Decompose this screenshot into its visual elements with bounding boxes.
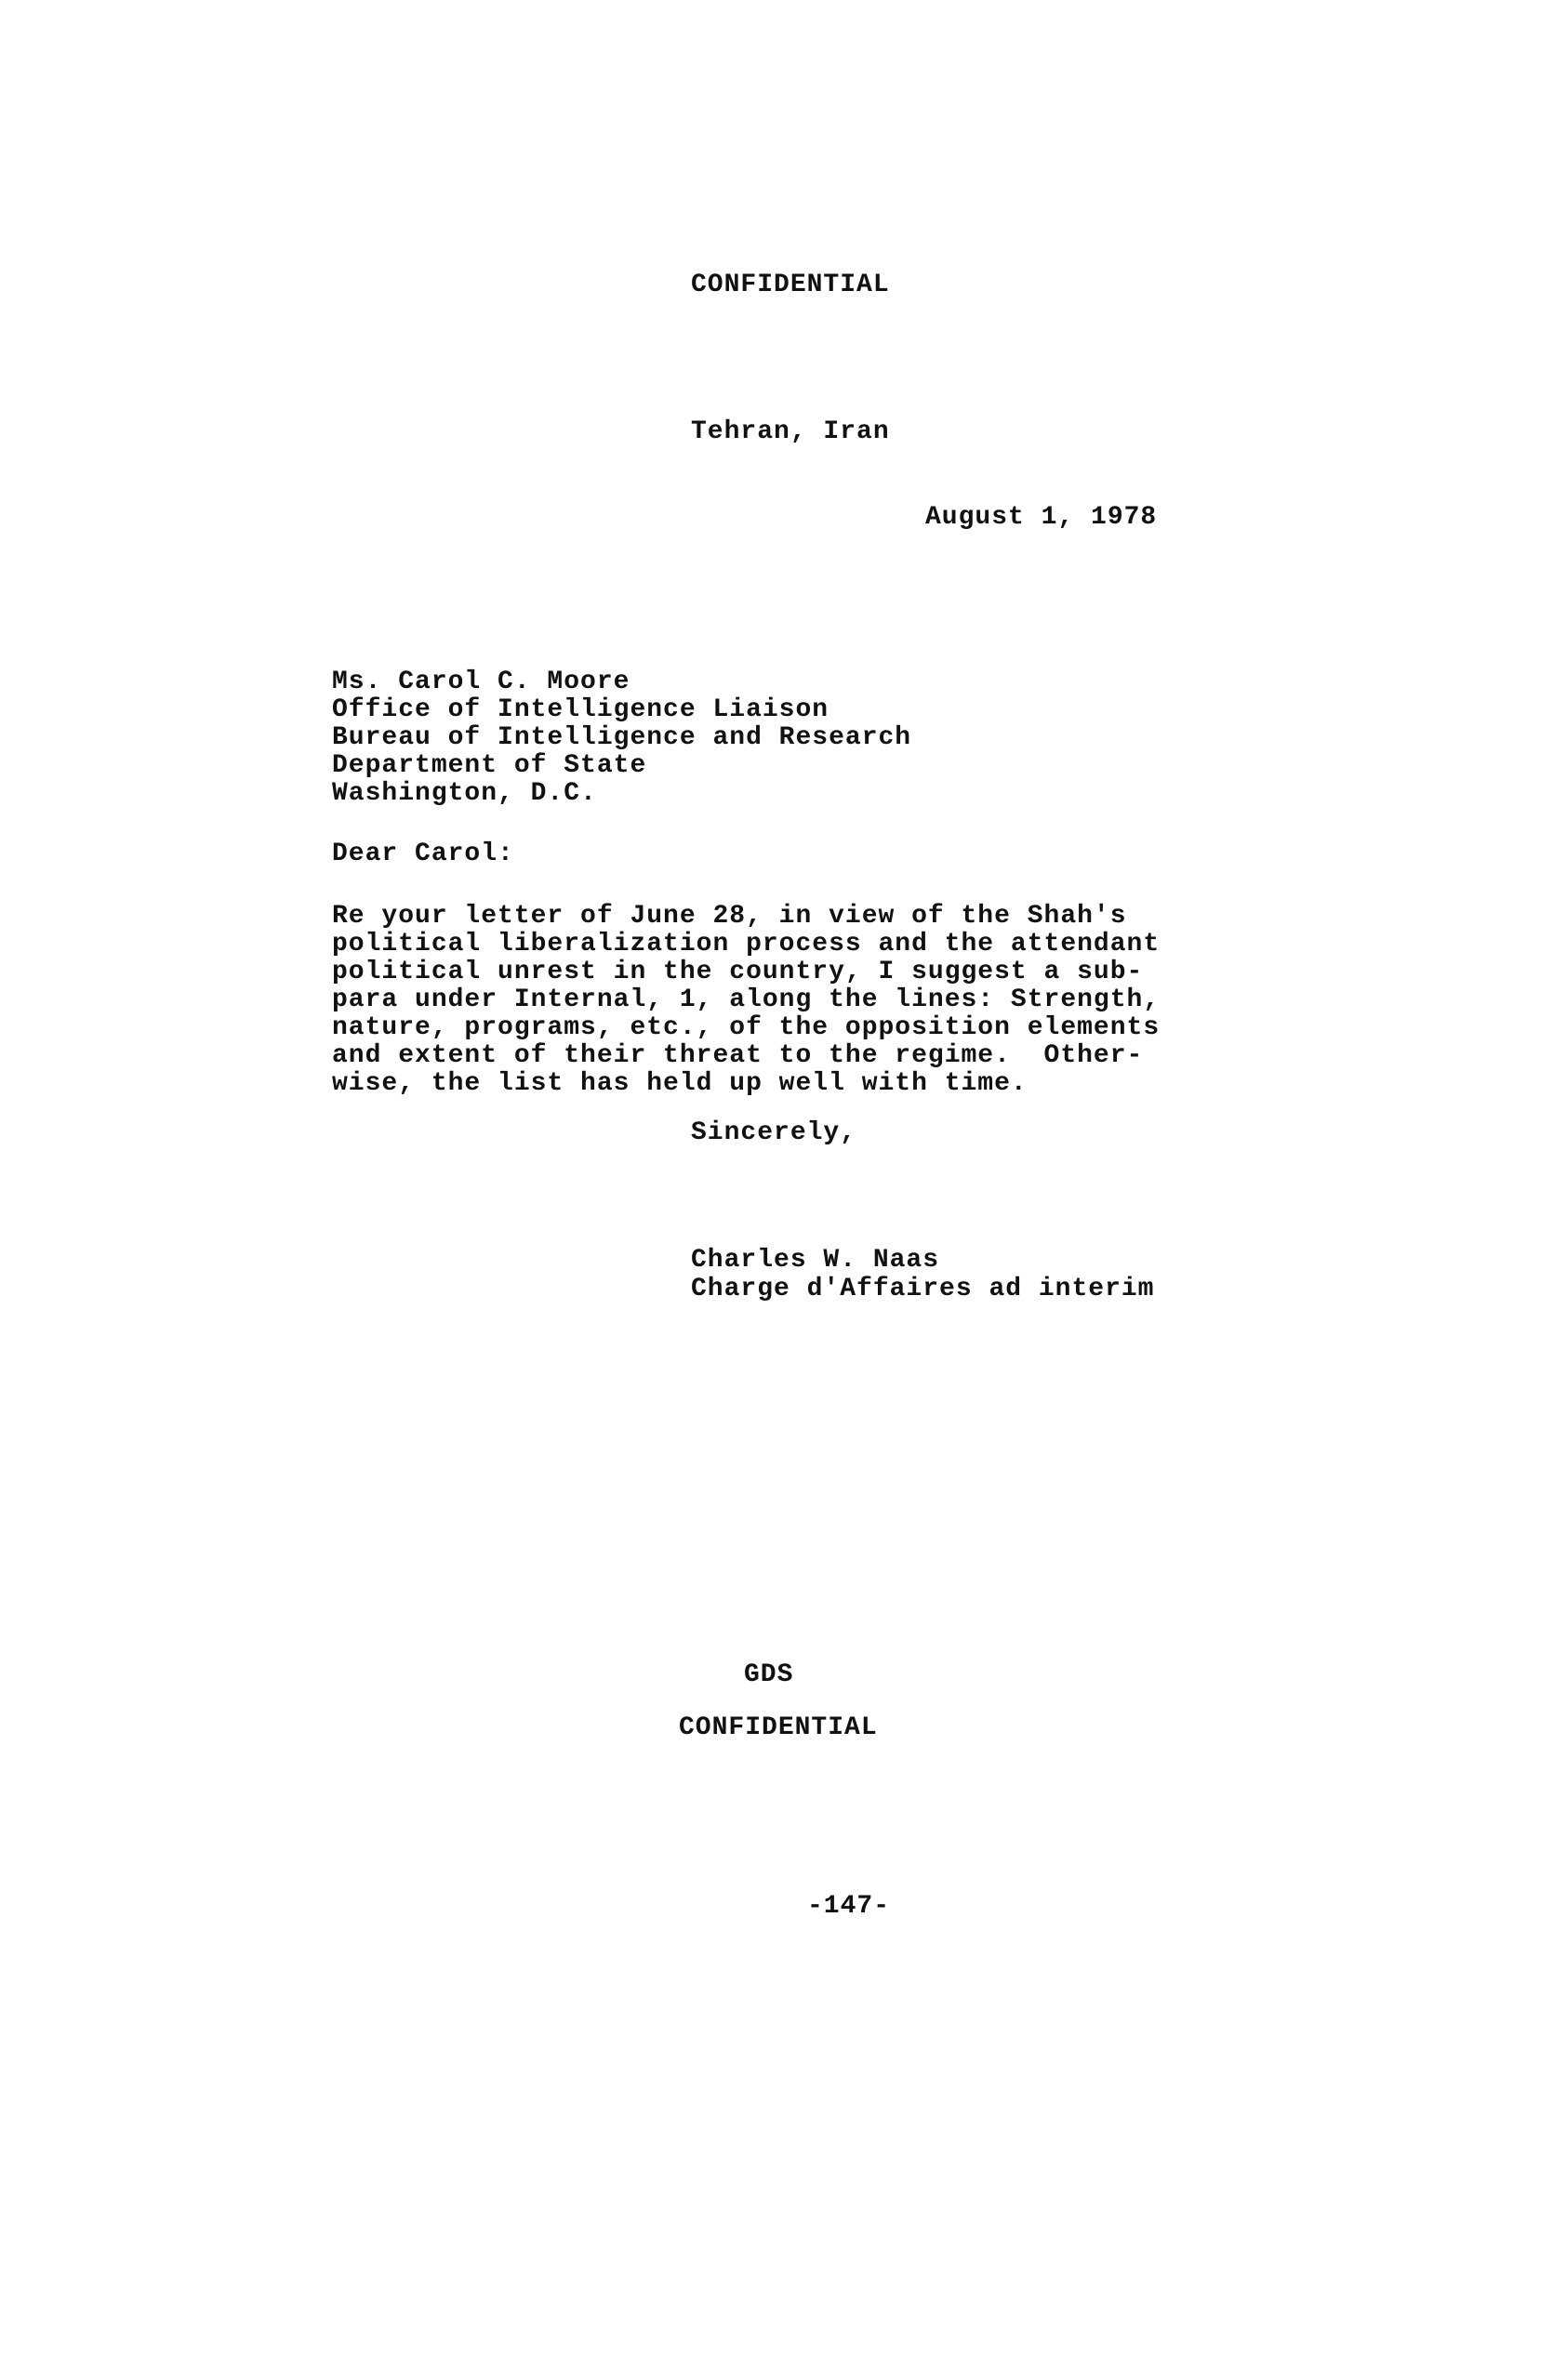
address-line: Ms. Carol C. Moore	[332, 668, 630, 696]
body-line: wise, the list has held up well with time.	[332, 1069, 1028, 1098]
gds-marking: GDS	[744, 1660, 794, 1689]
address-line: Washington, D.C.	[332, 779, 597, 808]
salutation: Dear Carol:	[332, 840, 514, 868]
body-line: nature, programs, etc., of the opposition elements	[332, 1013, 1161, 1042]
place-line: Tehran, Iran	[691, 417, 890, 446]
address-line: Office of Intelligence Liaison	[332, 695, 829, 724]
closing: Sincerely,	[691, 1118, 857, 1147]
address-line: Bureau of Intelligence and Research	[332, 723, 912, 752]
body-line: para under Internal, 1, along the lines: Strength,	[332, 985, 1161, 1014]
classification-bottom: CONFIDENTIAL	[679, 1713, 878, 1742]
page-number: -147-	[807, 1892, 891, 1921]
body-line: political unrest in the country, I suggest a sub-	[332, 958, 1144, 986]
body-line: Re your letter of June 28, in view of the Shah's	[332, 902, 1127, 931]
signer-name: Charles W. Naas	[691, 1246, 940, 1275]
signer-title: Charge d'Affaires ad interim	[691, 1275, 1155, 1303]
classification-top: CONFIDENTIAL	[691, 271, 890, 299]
body-line: and extent of their threat to the regime. Other-	[332, 1041, 1144, 1070]
address-line: Department of State	[332, 751, 647, 780]
date-line: August 1, 1978	[925, 503, 1158, 532]
body-line: political liberalization process and the attendant	[332, 930, 1161, 959]
